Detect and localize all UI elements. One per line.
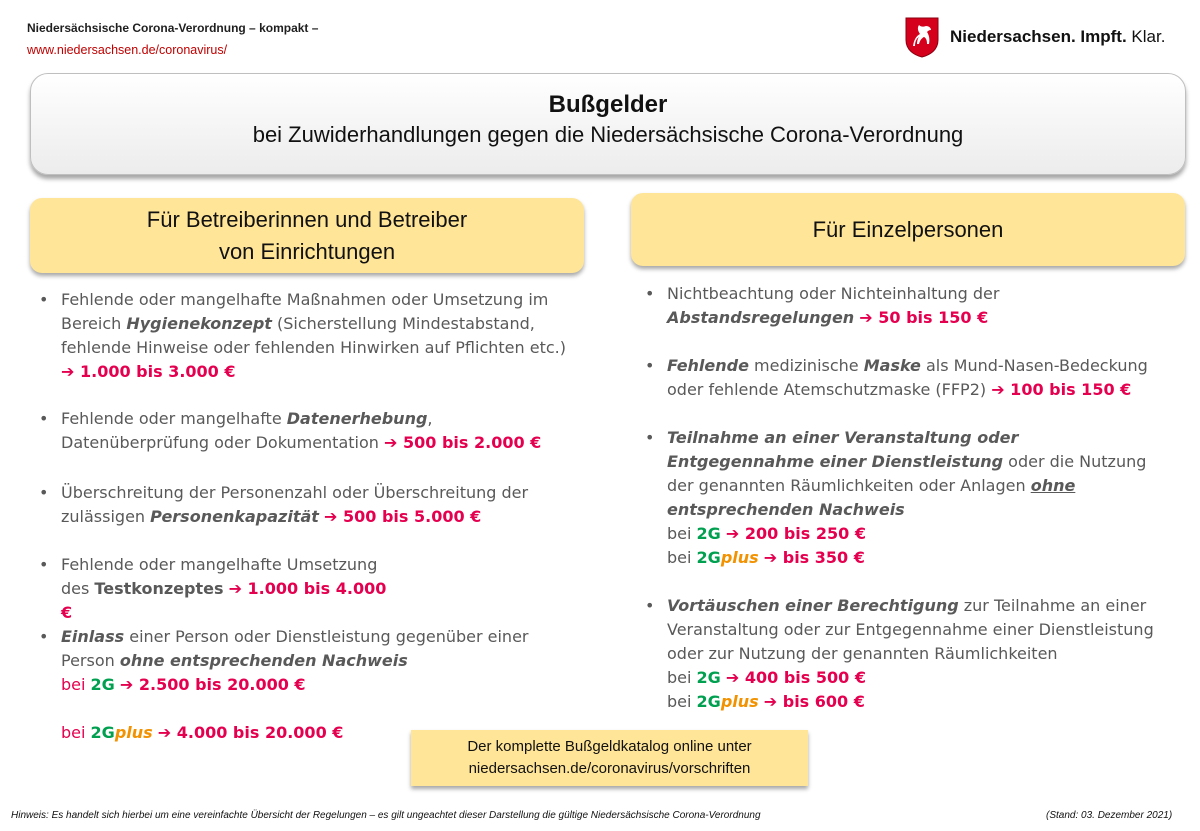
list-item-2gplus: bei 2Gplus ➔ 4.000 bis 20.000 € xyxy=(61,723,344,742)
website-link[interactable]: www.niedersachsen.de/coronavirus/ xyxy=(27,43,228,57)
footer-note: Hinweis: Es handelt sich hierbei um eine vereinfachte Übersicht der Regelungen – es gilt ungeachtet dieser Darstellung die gültige Niedersächsische Corona-Verordnung xyxy=(11,810,761,821)
fine-amount: ➔ bis 350 € xyxy=(763,548,865,567)
page-subtitle: bei Zuwiderhandlungen gegen die Niedersächsische Corona-Verordnung xyxy=(252,122,964,147)
fine-amount: ➔ 400 bis 500 € xyxy=(725,668,866,687)
fine-amount: ➔ 500 bis 5.000 € xyxy=(324,507,482,526)
list-item: • Teilnahme an einer Veranstaltung oder Entgegennahme einer Dienstleistung oder die Nutzung der genannten Räumlichkeiten oder Anlagen ohne entsprechenden Nachweis bei 2G ➔ 200 bis 250 € bei 2Gplus ➔ bis 350 € xyxy=(645,428,1147,567)
footer-date: (Stand: 03. Dezember 2021) xyxy=(1046,810,1173,821)
page-title: Bußgelder xyxy=(548,91,668,118)
list-item: • Fehlende oder mangelhafte Datenerhebung, Datenüberprüfung oder Dokumentation ➔ 500 bis 2.000 € xyxy=(39,409,542,452)
catalog-link-box[interactable]: Der komplette Bußgeldkatalog online unter niedersachsen.de/coronavirus/vorschriften xyxy=(411,730,808,786)
fine-amount: ➔ 50 bis 150 € xyxy=(859,308,989,327)
niedersachsen-logo xyxy=(904,15,1184,59)
fine-amount: ➔ bis 600 € xyxy=(763,692,865,711)
title-box xyxy=(30,73,1186,175)
list-item: • Fehlende oder mangelhafte Umsetzung des Testkonzeptes ➔ 1.000 bis 4.000 € xyxy=(39,555,387,622)
list-item: • Überschreitung der Personenzahl oder Überschreitung der zulässigen Personenkapazität ➔ 500 bis 5.000 € xyxy=(39,483,529,526)
list-item: • Fehlende medizinische Maske als Mund-Nasen-Bedeckung oder fehlende Atemschutzmaske (FFP2) ➔ 100 bis 150 € xyxy=(645,356,1148,399)
fine-amount: ➔ 1.000 bis 4.000 € xyxy=(61,579,387,622)
fine-amount: ➔ 1.000 bis 3.000 € xyxy=(61,362,236,381)
list-item: • Einlass einer Person oder Dienstleistung gegenüber einer Person ohne entsprechenden Nachweis bei 2G ➔ 2.500 bis 20.000 € xyxy=(39,627,529,694)
document-heading: Niedersächsische Corona-Verordnung – kompakt – xyxy=(27,21,319,35)
operators-heading: Für Betreiberinnen und Betreiber von Einrichtungen xyxy=(30,198,584,273)
fine-amount: ➔ 2.500 bis 20.000 € xyxy=(119,675,306,694)
horse-crest-icon xyxy=(904,16,940,58)
fine-amount: ➔ 100 bis 150 € xyxy=(991,380,1132,399)
fine-amount: ➔ 200 bis 250 € xyxy=(725,524,866,543)
individuals-heading: Für Einzelpersonen xyxy=(631,193,1185,266)
logo-text: Niedersachsen. Impft. Klar. xyxy=(950,27,1166,46)
fine-amount: ➔ 500 bis 2.000 € xyxy=(384,433,542,452)
list-item: • Nichtbeachtung oder Nichteinhaltung der Abstandsregelungen ➔ 50 bis 150 € xyxy=(645,284,1000,327)
list-item: • Vortäuschen einer Berechtigung zur Teilnahme an einer Veranstaltung oder zur Entgegennahme einer Dienstleistung oder zur Nutzung der genannten Räumlichkeiten bei 2G ➔ 400 bis 500 € bei 2Gplus ➔ bis 600 € xyxy=(645,596,1154,711)
fine-amount: ➔ 4.000 bis 20.000 € xyxy=(157,723,344,742)
list-item: • Fehlende oder mangelhafte Maßnahmen oder Umsetzung im Bereich Hygienekonzept (Sicherstellung Mindestabstand, fehlende Hinweise oder fehlenden Hinwirken auf Pflichten etc.) ➔ 1.000 bis 3.000 € xyxy=(39,290,566,381)
